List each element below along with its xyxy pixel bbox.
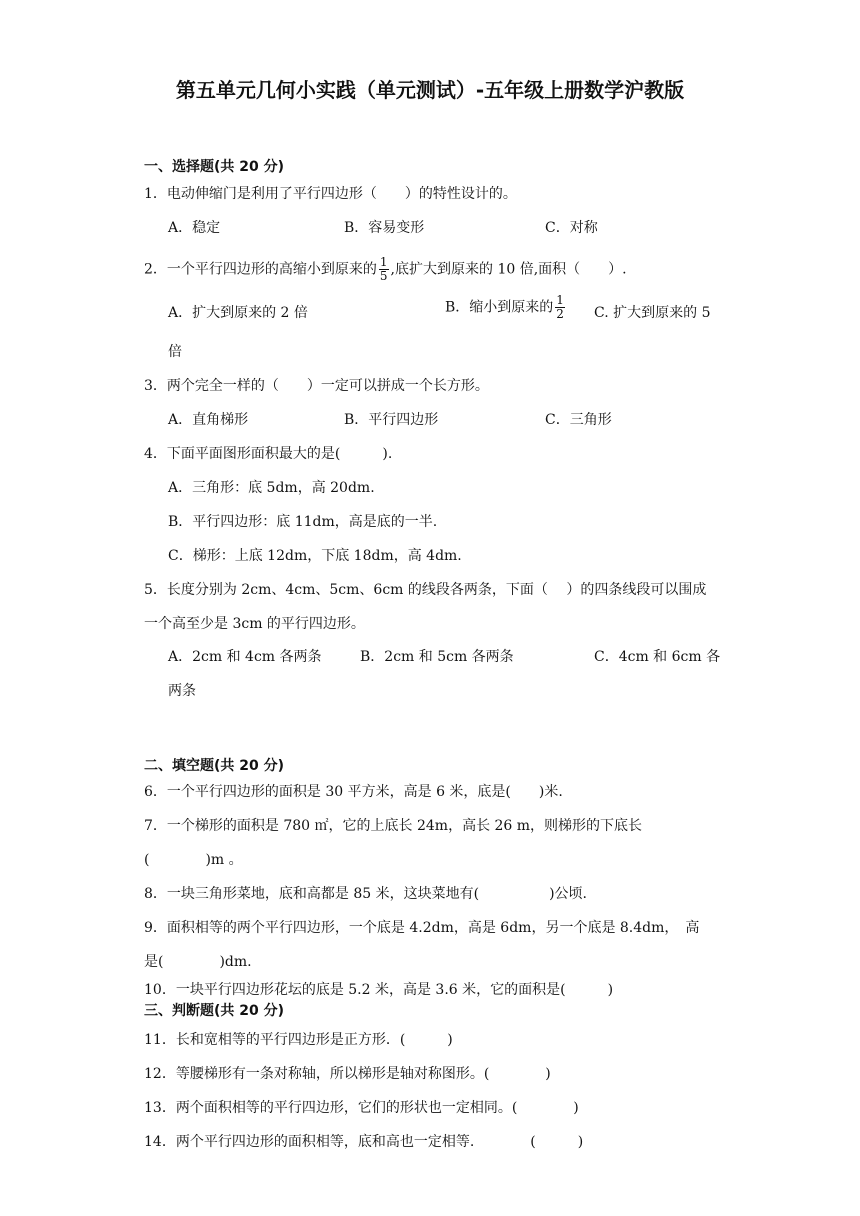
q5-option-c-continued: 两条 <box>168 683 196 699</box>
question-2 <box>144 256 627 283</box>
q1-option-a: A．稳定 <box>168 220 221 236</box>
q2-option-b-numerator: 1 <box>556 293 564 307</box>
question-3: 3．两个完全一样的（ ）一定可以拼成一个长方形。 <box>144 378 489 394</box>
q2-fraction-numerator: 1 <box>379 255 388 269</box>
q5-option-b: B．2cm 和 5cm 各两条 <box>360 649 514 665</box>
q2-fraction-denominator: 5 <box>379 269 388 283</box>
question-8: 8．一块三角形菜地，底和高都是 85 米，这块菜地有( )公顷. <box>144 886 587 902</box>
section-heading-fill: 二、填空题(共 20 分) <box>144 758 285 774</box>
question-9-line1: 9．面积相等的两个平行四边形，一个底是 4.2dm，高是 6dm，另一个底是 8.4dm， 高 <box>144 920 700 936</box>
q2-option-b <box>445 294 567 321</box>
question-5-line1: 5．长度分别为 2cm、4cm、5cm、6cm 的线段各两条，下面（ ）的四条线段可以围成 <box>144 582 707 598</box>
section-heading-judge: 三、判断题(共 20 分) <box>144 1003 285 1019</box>
q5-option-c: C．4cm 和 6cm 各 <box>594 649 721 665</box>
q2-text-post: ,底扩大到原来的 10 倍,面积（ ）. <box>390 261 627 278</box>
q1-option-c: C．对称 <box>545 220 598 236</box>
q5-option-a: A．2cm 和 4cm 各两条 <box>168 649 322 665</box>
q3-option-b: B．平行四边形 <box>344 412 439 428</box>
q2-option-b-text: B．缩小到原来的 <box>445 299 554 316</box>
question-11: 11．长和宽相等的平行四边形是正方形．( ) <box>144 1032 453 1048</box>
section-heading-choice: 一、选择题(共 20 分) <box>144 159 285 175</box>
q2-text-pre: 2．一个平行四边形的高缩小到原来的 <box>144 261 377 278</box>
question-6: 6．一个平行四边形的面积是 30 平方米，高是 6 米，底是( )米. <box>144 784 563 800</box>
q2-option-a: A．扩大到原来的 2 倍 <box>168 305 308 321</box>
question-13: 13．两个面积相等的平行四边形，它们的形状也一定相同。( ) <box>144 1100 579 1116</box>
q2-option-c: C. 扩大到原来的 5 <box>594 305 711 321</box>
q2-option-b-fraction <box>555 294 565 321</box>
q4-option-c: C．梯形：上底 12dm，下底 18dm，高 4dm. <box>168 548 462 564</box>
question-7-line2: ( )m 。 <box>144 852 243 868</box>
q4-option-a: A．三角形：底 5dm，高 20dm. <box>168 480 375 496</box>
q2-option-b-denominator: 2 <box>556 307 564 321</box>
question-1: 1．电动伸缩门是利用了平行四边形（ ）的特性设计的。 <box>144 186 517 202</box>
question-5-line2: 一个高至少是 3cm 的平行四边形。 <box>144 616 365 632</box>
question-10: 10．一块平行四边形花坛的底是 5.2 米，高是 3.6 米，它的面积是( ) <box>144 982 614 998</box>
question-4: 4．下面平面图形面积最大的是( ). <box>144 446 393 462</box>
q2-option-c-continued: 倍 <box>168 344 182 360</box>
question-14: 14．两个平行四边形的面积相等，底和高也一定相等. ( ) <box>144 1134 584 1150</box>
q1-option-b: B．容易变形 <box>344 220 425 236</box>
question-9-line2: 是( )dm. <box>144 954 252 970</box>
q3-option-c: C．三角形 <box>545 412 612 428</box>
page-title: 第五单元几何小实践（单元测试）-五年级上册数学沪教版 <box>175 78 685 102</box>
q4-option-b: B．平行四边形：底 11dm，高是底的一半. <box>168 514 438 530</box>
question-7-line1: 7．一个梯形的面积是 780 ㎡，它的上底长 24m，高长 26 m，则梯形的下底长 <box>144 818 643 834</box>
question-12: 12．等腰梯形有一条对称轴，所以梯形是轴对称图形。( ) <box>144 1066 551 1082</box>
q2-fraction <box>379 256 389 283</box>
q3-option-a: A．直角梯形 <box>168 412 249 428</box>
